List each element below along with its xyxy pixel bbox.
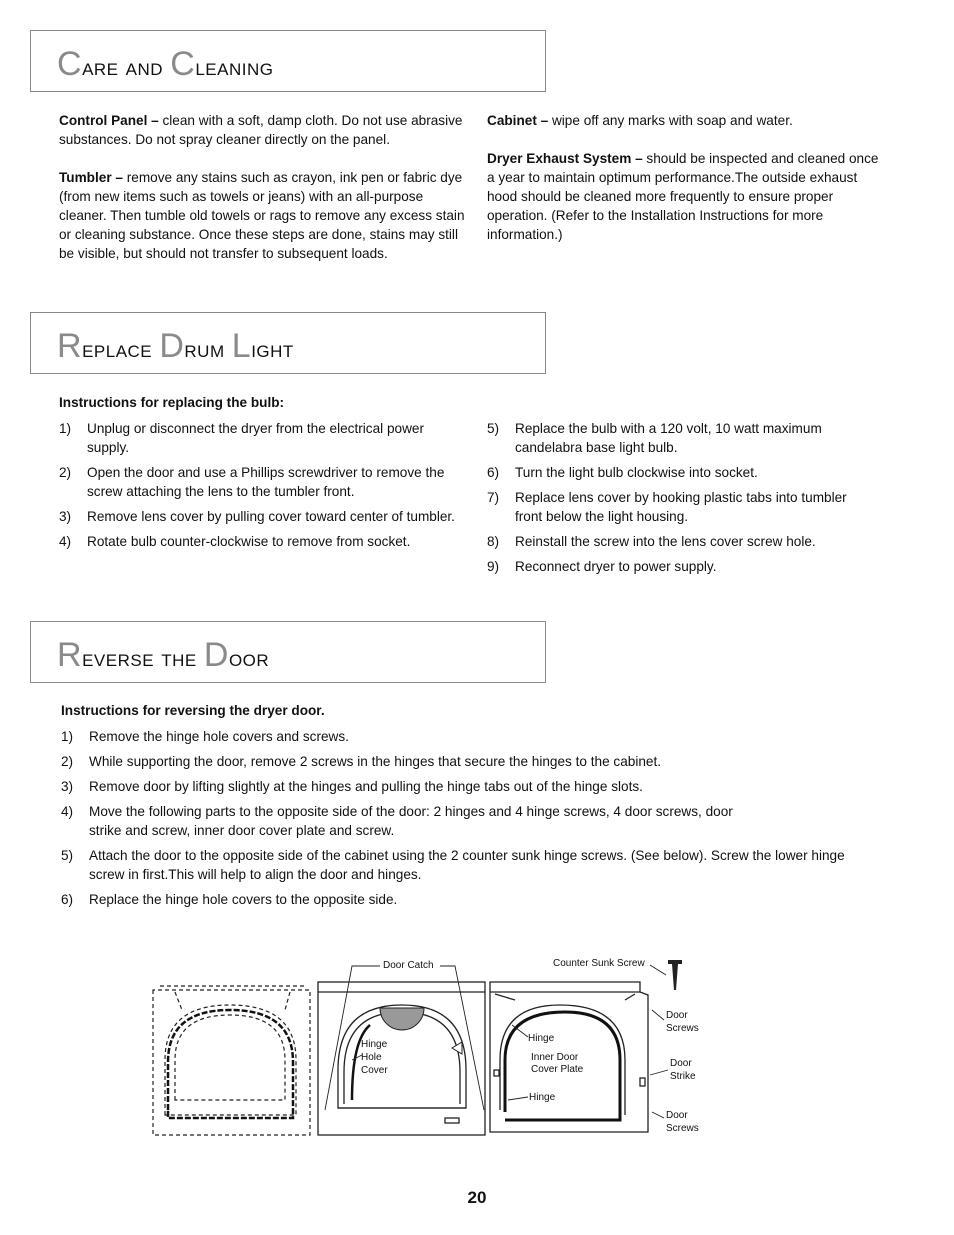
list-item: 5) Attach the door to the opposite side of the cabinet using the 2 counter sunk hinge screws. (See below). Screw the lower hinge screw in first.This will help to align the door and hinges. [61, 848, 845, 882]
door-catch-label: Door Catch [383, 960, 434, 971]
door-instructions-title: Instructions for reversing the dryer door. [61, 703, 325, 718]
door-title: Reverse the Door [57, 636, 270, 674]
hinge-top-label: Hinge [528, 1033, 555, 1044]
counter-sunk-screw-icon [668, 960, 682, 990]
care-title: Care and Cleaning [57, 45, 274, 83]
door-strike-label-1: Door [670, 1058, 692, 1069]
control-panel-paragraph: Control Panel – clean with a soft, damp cloth. Do not use abrasive substances. Do not spray cleaner directly on the panel. [59, 113, 463, 147]
exhaust-paragraph: Dryer Exhaust System – should be inspected and cleaned once a year to maintain optimum performance.The outside exhaust hood should be cleaned more frequently to ensure proper operation. (Refer to the Installation Instructions for more information.) [487, 151, 879, 242]
inner-door-label-1: Inner Door [531, 1052, 579, 1063]
page-number: 20 [467, 1188, 487, 1207]
cabinet-front [318, 982, 485, 1135]
door-strike-label-2: Strike [670, 1071, 696, 1082]
list-item: 6) Turn the light bulb clockwise into socket. [487, 465, 758, 480]
list-item: 9) Reconnect dryer to power supply. [487, 559, 717, 574]
list-item: 3) Remove lens cover by pulling cover toward center of tumbler. [59, 509, 455, 524]
door-screws-top-label-2: Screws [666, 1023, 699, 1034]
door-screws-bottom-label-1: Door [666, 1110, 688, 1121]
drum-instructions-title: Instructions for replacing the bulb: [59, 395, 285, 410]
hinge-hole-cover-label-3: Cover [361, 1065, 388, 1076]
drum-light-icon [380, 1008, 424, 1030]
door-screws-bottom-label-2: Screws [666, 1123, 699, 1134]
list-item: 7) Replace lens cover by hooking plastic tabs into tumbler front below the light housing. [487, 490, 847, 524]
hinge-bottom-label: Hinge [529, 1092, 556, 1103]
list-item: 2) Open the door and use a Phillips screwdriver to remove the screw attaching the lens to the tumbler front. [59, 465, 445, 499]
list-item: 8) Reinstall the screw into the lens cover screw hole. [487, 534, 816, 549]
hinge-hole-cover-label-1: Hinge [361, 1039, 388, 1050]
list-item: 4) Rotate bulb counter-clockwise to remove from socket. [59, 534, 411, 549]
counter-sunk-screw-label: Counter Sunk Screw [553, 958, 645, 969]
list-item: 2) While supporting the door, remove 2 screws in the hinges that secure the hinges to the cabinet. [61, 754, 662, 769]
list-item: 1) Unplug or disconnect the dryer from the electrical power supply. [59, 421, 424, 455]
door-screws-top-label-1: Door [666, 1010, 688, 1021]
drum-title: Replace Drum Light [57, 327, 294, 365]
inner-door-label-2: Cover Plate [531, 1064, 584, 1075]
cabinet-paragraph: Cabinet – wipe off any marks with soap and water. [487, 113, 793, 128]
tumbler-paragraph: Tumbler – remove any stains such as crayon, ink pen or fabric dye (from new items such as towels or jeans) with an all-purpose cleaner. Then tumble old towels or rags to remove any excess stain or cleaning substance. Once these steps are done, stains may still be visible, but should not transfer to subsequent loads. [59, 170, 465, 261]
list-item: 6) Replace the hinge hole covers to the opposite side. [61, 892, 398, 907]
hinge-hole-cover-label-2: Hole [361, 1052, 382, 1063]
old-door-position [153, 986, 310, 1135]
list-item: 3) Remove door by lifting slightly at the hinges and pulling the hinge tabs out of the hinge slots. [61, 779, 643, 794]
list-item: 4) Move the following parts to the opposite side of the door: 2 hinges and 4 hinge screws, 4 door screws, door strike and screw, inner door cover plate and screw. [61, 804, 733, 838]
list-item: 1) Remove the hinge hole covers and screws. [61, 729, 349, 744]
list-item: 5) Replace the bulb with a 120 volt, 10 watt maximum candelabra base light bulb. [487, 421, 822, 455]
